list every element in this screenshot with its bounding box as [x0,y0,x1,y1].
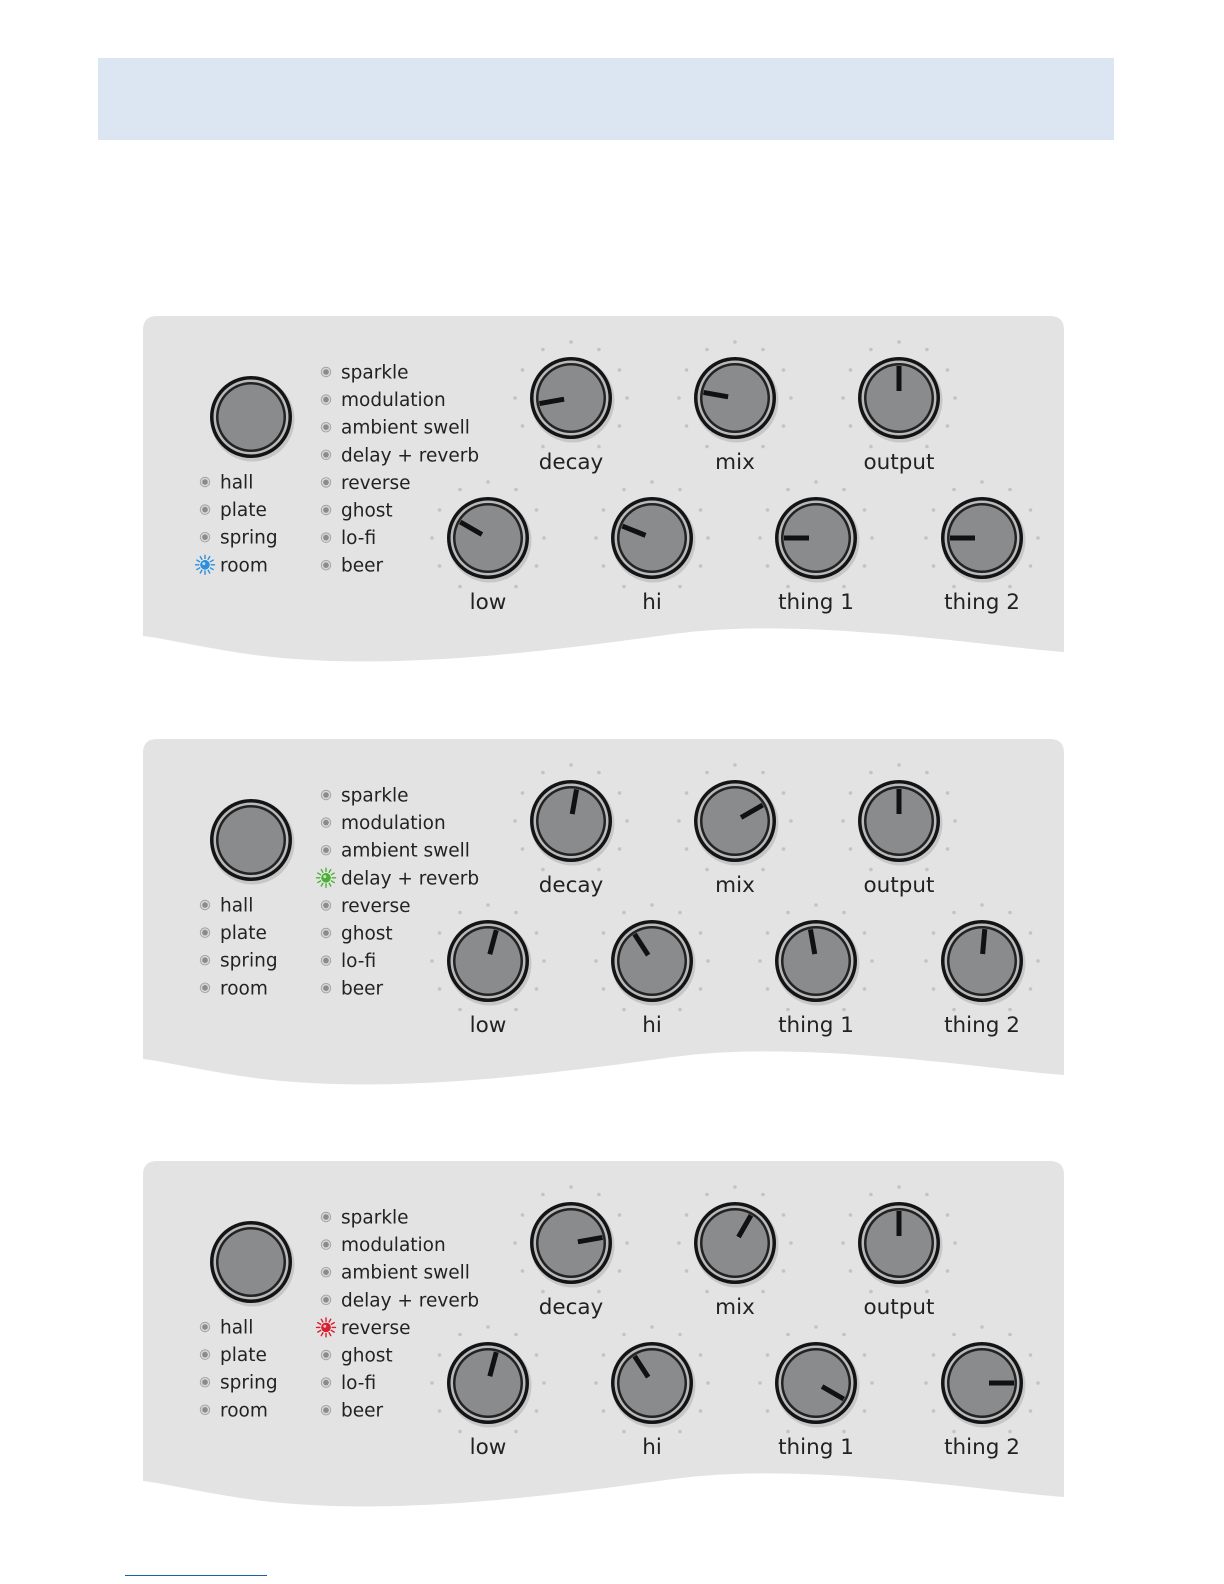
effect-mode-label: reverse [341,472,411,494]
effect-mode-label: delay + reverb [341,1290,480,1312]
effect-mode-label: lo-fi [341,1373,377,1395]
effect-mode-delay-reverb[interactable] [321,1290,479,1311]
knob-mix-label: mix [715,1295,755,1320]
knob-thing-1-label: thing 1 [778,1435,854,1460]
led-delay-reverb [321,450,331,460]
reverb-type-label: spring [220,950,278,972]
reverb-type-label: plate [220,500,267,522]
effect-mode-label: sparkle [341,362,409,384]
led-ambient-swell [321,845,331,855]
reverb-type-label: hall [220,895,254,917]
led-lo-fi [321,956,331,966]
effect-mode-label: ambient swell [341,417,470,439]
led-spring [200,532,210,542]
led-modulation [321,1240,331,1250]
pedal-panel-3 [143,1161,1064,1511]
led-ambient-swell [321,422,331,432]
effect-mode-label: ambient swell [341,1262,470,1284]
effect-mode-ambient-swell[interactable] [321,418,470,439]
led-beer [321,1405,331,1415]
led-plate [200,505,210,515]
effect-mode-label: ghost [341,923,393,945]
knob-mix-label: mix [715,873,755,898]
knob-mix-label: mix [715,450,755,475]
knob-thing-2-label: thing 2 [944,1435,1020,1460]
knob-hi-label: hi [642,590,662,615]
reverb-type-label: hall [220,472,254,494]
knob-hi-label: hi [642,1435,662,1460]
led-spring [200,955,210,965]
reverb-type-label: room [220,978,268,1000]
effect-mode-label: lo-fi [341,951,377,973]
led-beer [321,560,331,570]
effect-mode-ambient-swell[interactable] [321,1263,470,1284]
footer-rule [125,1575,267,1576]
led-hall [200,900,210,910]
reverb-type-label: spring [220,527,278,549]
reverb-type-label: room [220,1400,268,1422]
led-ghost [321,928,331,938]
led-sparkle [321,367,331,377]
led-modulation [321,818,331,828]
led-plate [200,1350,210,1360]
effect-mode-delay-reverb[interactable] [321,445,479,466]
led-lo-fi [321,533,331,543]
effect-mode-label: delay + reverb [341,868,480,890]
reverb-type-label: room [220,555,268,577]
effect-mode-ambient-swell[interactable] [321,841,470,862]
led-ghost [321,505,331,515]
led-modulation [321,395,331,405]
led-ghost [321,1350,331,1360]
led-sparkle [321,1212,331,1222]
effect-mode-label: modulation [341,1235,446,1257]
effect-mode-label: reverse [341,895,411,917]
led-spring [200,1377,210,1387]
led-beer [321,983,331,993]
knob-thing-1-label: thing 1 [778,1013,854,1038]
effect-mode-label: sparkle [341,785,409,807]
led-reverse [321,901,331,911]
panel-graphics [143,1161,1064,1511]
knob-thing-2-label: thing 2 [944,590,1020,615]
reverb-type-label: plate [220,1345,267,1367]
knob-low-label: low [469,1435,507,1460]
led-hall [200,1322,210,1332]
header-band [98,58,1114,140]
led-sparkle [321,790,331,800]
pedal-panel-1 [143,316,1064,666]
effect-mode-label: beer [341,555,384,577]
panel-graphics [143,739,1064,1089]
reverb-type-label: hall [220,1317,254,1339]
knob-output-label: output [863,873,935,898]
led-delay-reverb [321,1295,331,1305]
knob-thing-2-pointer [983,929,985,954]
panel-graphics [143,316,1064,666]
pedal-panel-2 [143,739,1064,1089]
knob-low-label: low [469,1013,507,1038]
knob-decay-label: decay [538,873,604,898]
effect-mode-label: ghost [341,500,393,522]
led-hall [200,477,210,487]
reverb-type-label: plate [220,923,267,945]
effect-mode-label: ghost [341,1345,393,1367]
led-ambient-swell [321,1267,331,1277]
effect-mode-label: ambient swell [341,840,470,862]
led-plate [200,928,210,938]
effect-mode-label: sparkle [341,1207,409,1229]
knob-output-label: output [863,450,935,475]
effect-mode-delay-reverb[interactable] [317,868,480,889]
effect-mode-label: reverse [341,1317,411,1339]
led-lo-fi [321,1378,331,1388]
knob-hi-label: hi [642,1013,662,1038]
knob-thing-1-label: thing 1 [778,590,854,615]
effect-mode-label: beer [341,978,384,1000]
led-room [200,983,210,993]
knob-thing-2-label: thing 2 [944,1013,1020,1038]
effect-mode-label: modulation [341,390,446,412]
effect-mode-label: beer [341,1400,384,1422]
effect-mode-label: delay + reverb [341,445,480,467]
effect-mode-label: modulation [341,813,446,835]
knob-decay-label: decay [538,450,604,475]
effect-mode-label: lo-fi [341,528,377,550]
led-reverse [321,478,331,488]
knob-decay-label: decay [538,1295,604,1320]
knob-output-label: output [863,1295,935,1320]
knob-low-label: low [469,590,507,615]
reverb-type-label: spring [220,1372,278,1394]
led-room [200,1405,210,1415]
